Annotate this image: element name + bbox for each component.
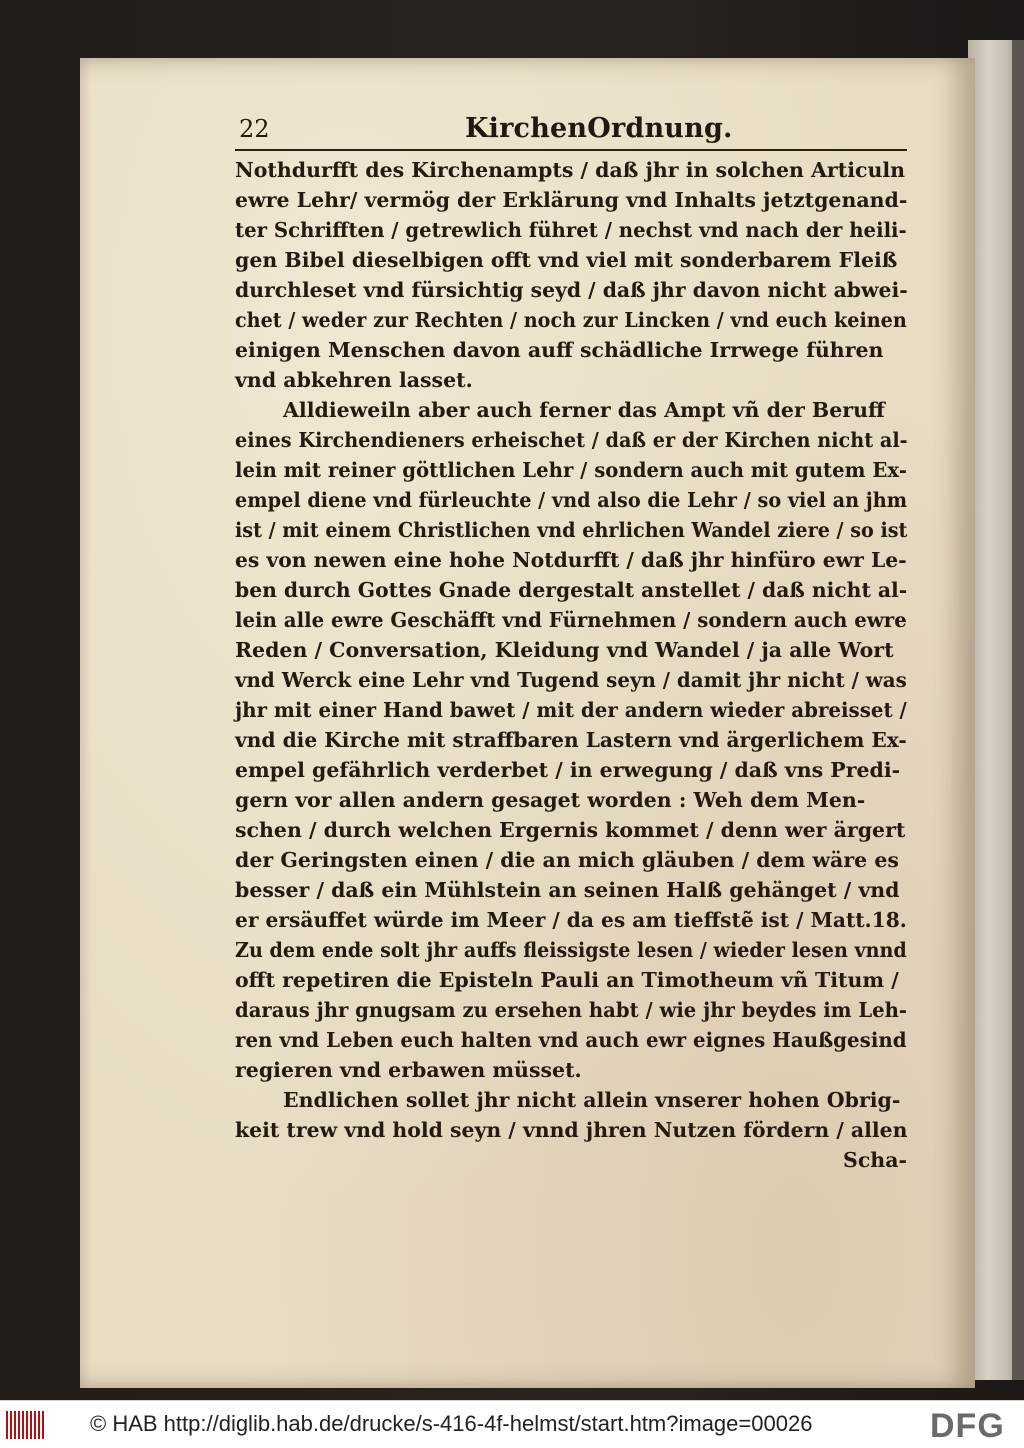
text-line: ist / mit einem Christlichen vnd ehrlichen Wandel ziere / so ist: [235, 518, 908, 542]
text-line: einigen Menschen davon auff schädliche Irrwege führen: [235, 338, 884, 362]
copyright-link[interactable]: © HAB http://diglib.hab.de/drucke/s-416-4f-helmst/start.htm?image=00026: [90, 1411, 813, 1436]
text-line: vnd die Kirche mit straffbaren Lastern vnd ärgerlichem Ex-: [235, 728, 907, 752]
text-line: der Geringsten einen / die an mich gläuben / dem wäre es: [235, 848, 899, 872]
hab-logo-icon: [6, 1411, 46, 1439]
text-line: ren vnd Leben euch halten vnd auch ewr eignes Haußgesind: [235, 1028, 907, 1052]
text-line: Reden / Conversation, Kleidung vnd Wandel / ja alle Wort: [235, 638, 894, 662]
running-head: KirchenOrdnung.: [465, 113, 733, 144]
text-line: jhr mit einer Hand bawet / mit der andern wieder abreisset /: [235, 698, 907, 722]
page-number: 22: [239, 115, 270, 143]
text-line: er ersäuffet würde im Meer / da es am tieffstẽ ist / Matt.18.: [235, 908, 907, 932]
text-line: eines Kirchendieners erheischet / daß er der Kirchen nicht al-: [235, 428, 908, 452]
text-line: lein alle ewre Geschäfft vnd Fürnehmen / sondern auch ewre: [235, 608, 907, 632]
text-line: ter Schrifften / getrewlich führet / nechst vnd nach der heili-: [235, 218, 907, 242]
catchword: Scha-: [843, 1148, 907, 1172]
text-line: gen Bibel dieselbigen offt vnd viel mit sonderbarem Fleiß: [235, 248, 898, 272]
text-line: lein mit reiner göttlichen Lehr / sondern auch mit gutem Ex-: [235, 458, 907, 482]
paragraph-first-line: Alldieweiln aber auch ferner das Ampt vñ der Beruff: [283, 398, 885, 422]
text-line: offt repetiren die Episteln Pauli an Timotheum vñ Titum /: [235, 968, 899, 992]
text-line: besser / daß ein Mühlstein an seinen Halß gehänget / vnd: [235, 878, 900, 902]
text-line: vnd abkehren lasset.: [235, 368, 473, 392]
text-line: ben durch Gottes Gnade dergestalt anstellet / daß nicht al-: [235, 578, 908, 602]
dfg-logo: DFG: [930, 1407, 1005, 1445]
text-line: keit trew vnd hold seyn / vnnd jhren Nutzen fördern / allen: [235, 1118, 908, 1142]
text-line: Zu dem ende solt jhr auffs fleissigste lesen / wieder lesen vnnd: [235, 938, 907, 962]
body-text: [235, 155, 907, 1175]
text-line: empel gefährlich verderbet / in erwegung / daß vns Predi-: [235, 758, 901, 782]
text-line: durchleset vnd fürsichtig seyd / daß jhr davon nicht abwei-: [235, 278, 908, 302]
text-line: Nothdurfft des Kirchenampts / daß jhr in solchen Articuln: [235, 158, 906, 182]
footer-bar: [0, 1400, 1024, 1448]
paragraph-first-line: Endlichen sollet jhr nicht allein vnserer hohen Obrig-: [283, 1088, 901, 1112]
text-line: gern vor allen andern gesaget worden : Weh dem Men-: [235, 788, 866, 812]
page-text-area: [235, 113, 907, 1175]
adjacent-page-shadow: [1012, 40, 1024, 1380]
text-line: schen / durch welchen Ergernis kommet / denn wer ärgert: [235, 818, 906, 842]
text-line: daraus jhr gnugsam zu ersehen habt / wie jhr beydes im Leh-: [235, 998, 908, 1022]
text-line: empel diene vnd fürleuchte / vnd also die Lehr / so viel an jhm: [235, 488, 908, 512]
text-line: vnd Werck eine Lehr vnd Tugend seyn / damit jhr nicht / was: [235, 668, 907, 692]
text-line: regieren vnd erbawen müsset.: [235, 1058, 582, 1082]
text-line: ewre Lehr/ vermög der Erklärung vnd Inhalts jetztgenand-: [235, 188, 908, 212]
text-line: es von newen eine hohe Notdurfft / daß jhr hinfüro ewr Le-: [235, 548, 907, 572]
page-header: [235, 113, 907, 151]
scanned-page: [80, 58, 975, 1388]
text-line: chet / weder zur Rechten / noch zur Lincken / vnd euch keinen: [235, 308, 907, 332]
